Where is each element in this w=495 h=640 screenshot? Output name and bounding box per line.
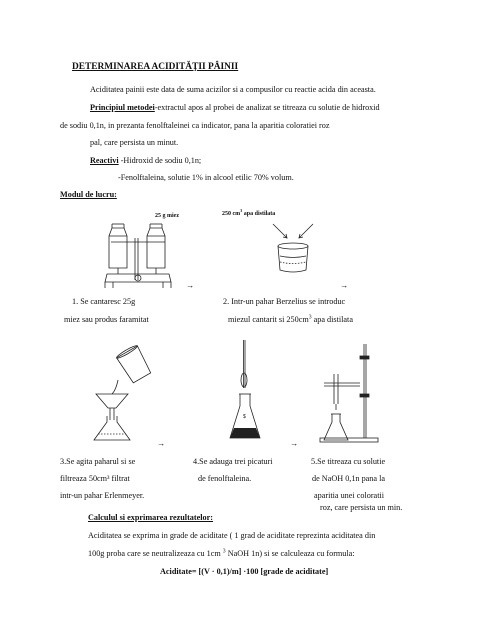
step-5-line-3: aparitia unei coloratii bbox=[314, 491, 385, 500]
calculation-label: Calculul si exprimarea rezultatelor: bbox=[88, 513, 213, 522]
step-1-line-1: 1. Se cantaresc 25g bbox=[72, 297, 136, 306]
procedure-label: Modul de lucru: bbox=[60, 190, 117, 199]
titration-stand-illustration bbox=[320, 344, 382, 444]
arrow-step-3: → bbox=[157, 439, 166, 448]
arrow-step-4: → bbox=[290, 439, 299, 448]
calculation-line-1: Aciditatea se exprima in grade de aciditate ( 1 grad de aciditate reprezinta aciditatea din bbox=[88, 531, 376, 540]
reagent-1: -Hidroxid de sodiu 0,1n; bbox=[120, 156, 202, 165]
page-title: DETERMINAREA ACIDITĂŢII PÂINII bbox=[72, 62, 239, 72]
principle-line-1 bbox=[90, 104, 380, 112]
step-1-line-2: miez sau produs faramitat bbox=[64, 315, 149, 324]
step-5-line-2: de NaOH 0,1n pana la bbox=[312, 474, 385, 483]
step-4-line-2: de fenolftaleina. bbox=[198, 474, 252, 483]
step-5-line-1: 5.Se titreaza cu solutie bbox=[311, 457, 386, 466]
step-3-line-1: 3.Se agita paharul si se bbox=[60, 457, 136, 466]
berzelius-beaker-illustration bbox=[268, 222, 318, 274]
principle-label: Principiul metodei bbox=[90, 103, 155, 112]
reagent-2: -Fenolftaleina, solutie 1% in alcool etilic 70% volum. bbox=[118, 173, 294, 182]
principle-line-2: de sodiu 0,1n, in prezanta fenolftaleinei ca indicator, pana la aparitia coloratiei roz bbox=[60, 121, 330, 130]
indicator-addition-illustration bbox=[228, 340, 262, 444]
svg-text:$: $ bbox=[243, 414, 246, 420]
arrow-step-1: → bbox=[186, 281, 195, 290]
filtration-illustration bbox=[82, 346, 154, 442]
figure-label-sample: 25 g miez bbox=[155, 213, 179, 219]
principle-line-3: pal, care persista un minut. bbox=[90, 138, 179, 147]
step-2-line-2: miezul cantarit si $250cm^3$ apa distilata bbox=[228, 314, 353, 324]
step-3-line-2: filtreaza 50cm³ filtrat bbox=[60, 474, 130, 483]
step-5-line-4: roz, care persista un min. bbox=[320, 503, 403, 512]
step-4-line-1: 4.Se adauga trei picaturi bbox=[193, 457, 273, 466]
arrow-step-2: → bbox=[340, 281, 349, 290]
intro-text: Aciditatea painii este data de suma acizilor si a compusilor cu reactie acida din aceasta. bbox=[90, 85, 376, 94]
principle-text-1: -extractul apos al probei de analizat se titreaza cu solutie de hidroxid bbox=[154, 103, 380, 112]
reagents-line-1 bbox=[90, 157, 201, 165]
balance-scale-illustration bbox=[103, 222, 173, 290]
calculation-line-2: 100g proba care se neutralizeaza cu 1cm $^3$ NaOH 1n) si se calculeaza cu formula: bbox=[88, 548, 355, 558]
step-3-line-3: intr-un pahar Erlenmeyer. bbox=[60, 491, 145, 500]
figure-label-water: 250 $cm^3$ apa distilata bbox=[222, 208, 276, 217]
step-2-line-1: 2. Intr-un pahar Berzelius se introduc bbox=[223, 297, 346, 306]
formula: Aciditate= [(V · 0,1)/m] ·100 [grade de aciditate] bbox=[160, 567, 329, 576]
reagents-label: Reactivi bbox=[90, 156, 119, 165]
